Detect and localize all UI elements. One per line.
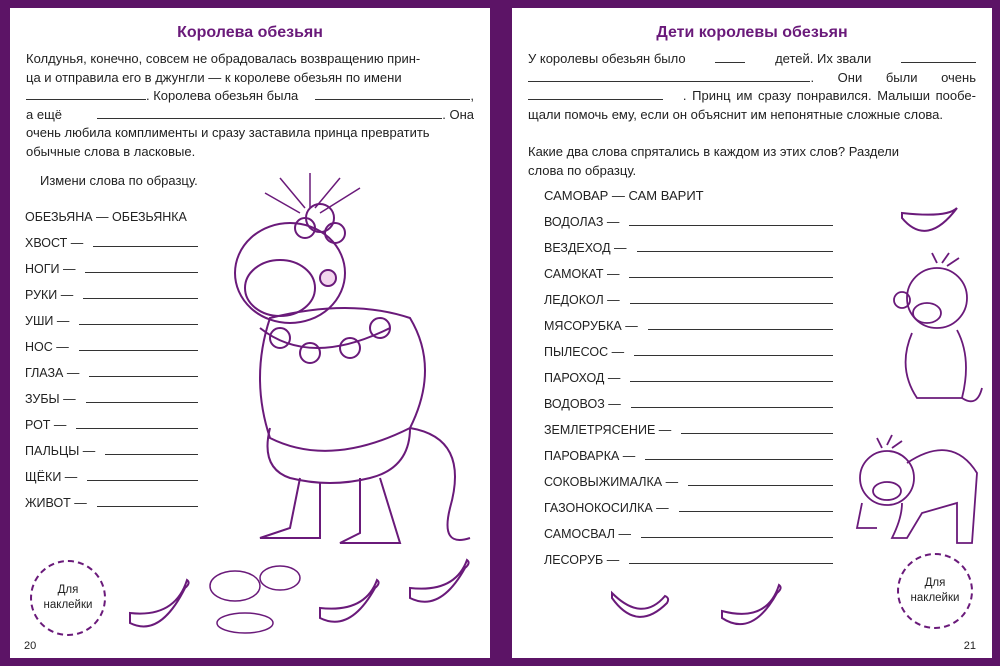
example: САМОВАР — САМ ВАРИТ — [544, 188, 704, 203]
word-row — [544, 319, 833, 333]
sticker-label: наклейки — [910, 592, 960, 604]
text: . Королева обезьян была — [146, 88, 299, 103]
text-line — [26, 87, 474, 106]
word-label: ГЛАЗА — — [25, 366, 80, 380]
text: детей. Их звали — [775, 51, 872, 66]
word-row — [25, 236, 198, 250]
answer-line[interactable] — [645, 450, 833, 460]
answer-line[interactable] — [631, 398, 833, 408]
answer-line[interactable] — [648, 320, 833, 330]
text-line: ца и отправила его в джунгли — к королеве обезьян по имени — [26, 69, 402, 85]
word-row — [25, 366, 198, 380]
text-line — [528, 69, 976, 88]
word-row — [544, 345, 833, 359]
answer-line[interactable] — [83, 289, 198, 299]
word-row — [544, 423, 833, 437]
answer-line[interactable] — [629, 268, 833, 278]
text-line — [26, 106, 474, 125]
answer-line[interactable] — [630, 372, 833, 382]
word-label: ЗУБЫ — — [25, 392, 76, 406]
word-label: РУКИ — — [25, 288, 74, 302]
word-row — [544, 241, 833, 255]
text: а ещё — [26, 106, 62, 122]
baby-monkey-crawling-illustration — [852, 433, 992, 548]
word-label: ВОДОЛАЗ — — [544, 215, 620, 229]
page-number: 20 — [24, 640, 37, 652]
page-title: Дети королевы обезьян — [656, 24, 848, 41]
word-label: УШИ — — [25, 314, 70, 328]
word-row — [544, 371, 833, 385]
answer-line[interactable] — [93, 237, 198, 247]
answer-blank[interactable] — [901, 51, 976, 63]
answer-line[interactable] — [85, 263, 198, 273]
banana-icon — [717, 583, 787, 638]
text-line — [528, 87, 976, 106]
task-instruction: Измени слова по образцу. — [40, 173, 198, 188]
word-label: ПАЛЬЦЫ — — [25, 444, 96, 458]
word-label: САМОКАТ — — [544, 267, 620, 281]
answer-line[interactable] — [79, 341, 198, 351]
word-row — [544, 527, 833, 541]
word-row — [544, 397, 833, 411]
sticker-label: Для — [924, 577, 946, 589]
word-row — [544, 267, 833, 281]
word-label: СОКОВЫЖИМАЛКА — — [544, 475, 679, 489]
text: . Принц им сразу понравился. Малыши пообе- — [682, 88, 976, 103]
banana-icon — [315, 578, 385, 638]
answer-line[interactable] — [629, 216, 833, 226]
answer-blank[interactable] — [26, 88, 146, 100]
word-label: ЗЕМЛЕТРЯСЕНИЕ — — [544, 423, 672, 437]
answer-line[interactable] — [76, 419, 198, 429]
story-paragraph — [26, 50, 474, 161]
word-label: САМОСВАЛ — — [544, 527, 631, 541]
answer-line[interactable] — [89, 367, 198, 377]
sticker-label: наклейки — [43, 599, 93, 611]
text: . Они были очень — [810, 69, 976, 85]
word-label: НОС — — [25, 340, 69, 354]
answer-blank[interactable] — [528, 70, 810, 82]
answer-line[interactable] — [86, 393, 198, 403]
word-label: ПАРОВАРКА — — [544, 449, 636, 463]
text: У королевы обезьян было — [528, 51, 686, 66]
sticker-placeholder — [897, 553, 973, 629]
word-row — [25, 340, 198, 354]
banana-icon — [405, 558, 475, 618]
text-line — [528, 50, 976, 69]
word-label: НОГИ — — [25, 262, 76, 276]
answer-blank[interactable] — [715, 51, 745, 63]
word-label: МЯСОРУБКА — — [544, 319, 638, 333]
word-label: ХВОСТ — — [25, 236, 84, 250]
answer-line[interactable] — [87, 471, 198, 481]
sticker-placeholder — [30, 560, 106, 636]
answer-line[interactable] — [79, 315, 198, 325]
word-label: РОТ — — [25, 418, 67, 432]
word-row — [25, 314, 198, 328]
page-number: 21 — [963, 640, 976, 652]
word-label: ВОДОВОЗ — — [544, 397, 621, 411]
answer-line[interactable] — [679, 502, 833, 512]
word-label: ВЕЗДЕХОД — — [544, 241, 627, 255]
word-row — [544, 475, 833, 489]
word-row — [544, 501, 833, 515]
answer-line[interactable] — [630, 294, 833, 304]
answer-line[interactable] — [629, 554, 833, 564]
word-label: ЖИВОТ — — [25, 496, 87, 510]
answer-blank[interactable] — [97, 107, 442, 119]
answer-line[interactable] — [634, 346, 833, 356]
task-instruction — [528, 143, 976, 180]
text: , — [470, 88, 474, 103]
right-page — [512, 8, 992, 658]
word-label: ЛЕСОРУБ — — [544, 553, 620, 567]
page-title: Королева обезьян — [177, 24, 323, 41]
baby-monkey-sitting-illustration — [887, 258, 982, 408]
word-label: ПЫЛЕСОС — — [544, 345, 625, 359]
monkey-queen-illustration — [210, 178, 490, 558]
word-row — [25, 470, 198, 484]
word-row — [25, 262, 198, 276]
word-row — [544, 293, 833, 307]
sticker-label: Для — [57, 584, 79, 596]
text: . Она — [442, 106, 474, 122]
answer-line[interactable] — [688, 476, 833, 486]
banana-icon — [607, 588, 677, 633]
answer-blank[interactable] — [315, 88, 470, 100]
word-row — [25, 496, 198, 510]
text-line: очень любила комплименты и сразу заставила принца превратить — [26, 125, 430, 140]
banana-icon — [125, 578, 195, 638]
banana-icon — [897, 203, 967, 248]
text-line: слова по образцу. — [528, 162, 637, 178]
word-row — [544, 553, 833, 567]
word-row — [25, 288, 198, 302]
left-page — [10, 8, 490, 658]
word-row — [544, 215, 833, 229]
answer-line[interactable] — [641, 528, 833, 538]
answer-line[interactable] — [681, 424, 833, 434]
story-paragraph — [528, 50, 976, 124]
word-row — [25, 444, 198, 458]
word-row — [544, 449, 833, 463]
text-line: Какие два слова спрятались в каждом из этих слов? Раздели — [528, 144, 900, 159]
answer-line[interactable] — [97, 497, 198, 507]
fruit-slices-illustration — [205, 558, 305, 638]
text-line: щали помочь ему, если он объяснит им непонятные сложные слова. — [528, 106, 944, 122]
text-line: обычные слова в ласковые. — [26, 143, 196, 159]
word-label: ПАРОХОД — — [544, 371, 621, 385]
answer-line[interactable] — [637, 242, 833, 252]
word-row — [25, 392, 198, 406]
answer-line[interactable] — [105, 445, 198, 455]
example: ОБЕЗЬЯНА — ОБЕЗЬЯНКА — [25, 210, 187, 224]
text-line: Колдунья, конечно, совсем не обрадовалась возвращению прин- — [26, 51, 421, 66]
word-label: ГАЗОНОКОСИЛКА — — [544, 501, 669, 515]
word-label: ЩЁКИ — — [25, 470, 78, 484]
word-row — [25, 418, 198, 432]
answer-blank[interactable] — [528, 88, 663, 100]
word-label: ЛЕДОКОЛ — — [544, 293, 620, 307]
